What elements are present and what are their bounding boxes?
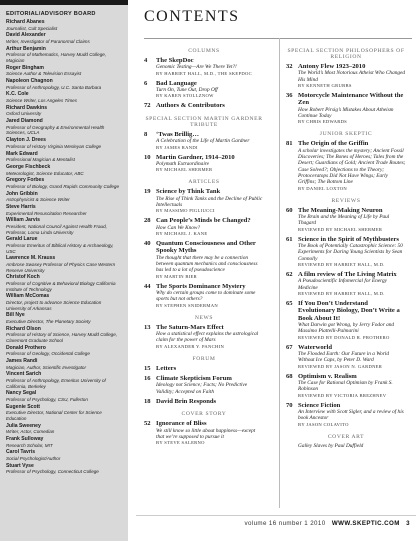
page-number: 19: [144, 188, 151, 196]
board-member: [6, 119, 122, 136]
page-number: 81: [286, 140, 293, 148]
member-name: K.C. Cole: [6, 91, 29, 98]
toc-entry[interactable]: [144, 154, 264, 174]
entry-description: The Case for Rational Optimism by Frank S. Robinson: [298, 380, 393, 393]
page-number: 40: [144, 239, 151, 247]
entry-author: REVIEWED BY HARRIET HALL, M.D.: [298, 290, 385, 296]
board-member: [6, 313, 122, 324]
section-label: SPECIAL SECTION MARTIN GARDNER TRIBUTE: [145, 115, 263, 128]
entry-author: BY STEVE SALERNO: [156, 440, 205, 446]
entry-author: REVIEWED BY JASON N. GARDNER: [298, 363, 383, 369]
entry-author: BY MARTIN BIER: [156, 273, 198, 279]
toc-entry[interactable]: [286, 207, 406, 233]
board-member: [6, 275, 122, 292]
entry-description: An Interview with Scott Sigler, and a review of his book Ancestor: [298, 409, 404, 422]
entry-author: BY MICHAEL J. KANE: [156, 230, 208, 236]
contents-heading: CONTENTS: [144, 8, 240, 25]
board-title: EDITORIAL/ADVISORY BOARD: [6, 11, 96, 17]
board-member: [6, 327, 122, 344]
board-member: [6, 79, 122, 90]
entry-description: Genomic Testing—Are We There Yet?!: [156, 64, 237, 71]
member-name: William McComas: [6, 293, 50, 300]
board-member: [6, 464, 122, 475]
entry-author: BY JASON COLAVITO: [298, 421, 349, 427]
toc-entry[interactable]: [144, 217, 264, 237]
member-role: Research Scholar, MIT: [6, 442, 53, 448]
toc-entry[interactable]: [144, 398, 264, 405]
page-number: 6: [144, 79, 148, 87]
board-top-bar: [0, 0, 128, 5]
folio: [244, 520, 410, 527]
editorial-board-sidebar: [0, 0, 128, 541]
member-role: Professor Emeritus of Biblical History & Archaeology, USC: [6, 243, 114, 254]
member-role: Experimental Resuscitation Researcher: [6, 210, 87, 216]
entry-description: How Can We Know?: [156, 224, 201, 231]
member-role: Science Author & Television Essayist: [6, 71, 82, 77]
entry-title: Martin Gardner, 1914–2010: [156, 153, 235, 161]
board-member: [6, 424, 122, 435]
entry-title: Can People’s Minds be Changed?: [156, 217, 251, 225]
page-number: 10: [144, 153, 151, 161]
page-number: 68: [286, 372, 293, 380]
member-name: Bill Nye: [6, 312, 25, 319]
member-name: Jared Diamond: [6, 118, 43, 125]
board-member: [6, 391, 122, 402]
entry-title: A film review of The Living Matrix: [298, 270, 397, 278]
site-url[interactable]: WWW.SKEPTIC.COM: [331, 520, 400, 527]
entry-title: Antony Flew 1923–2010: [298, 63, 366, 70]
toc-entry[interactable]: [286, 63, 406, 89]
column-divider: [279, 38, 280, 508]
entry-description: The Rise of Think Tanks and the Decline of Public Intellectuals: [156, 195, 263, 208]
section-label: SPECIAL SECTION PHILOSOPHERS OF RELIGION: [287, 48, 405, 60]
toc-entry[interactable]: [144, 324, 264, 350]
page-number: 16: [144, 375, 151, 383]
member-role: Professor of Cognitive & Behavioral Biology California Institute of Technology: [6, 280, 116, 292]
member-role: Ambrose Swasey Professor of Physics Case Western Reserve University: [6, 261, 116, 273]
toc-entry[interactable]: [144, 102, 264, 109]
page-number: 52: [144, 420, 151, 428]
section-label: COVER STORY: [181, 411, 227, 418]
section-label: COVER ART: [327, 433, 365, 440]
member-name: Lawrence M. Krauss: [6, 255, 56, 262]
member-name: David Alexander: [6, 32, 46, 39]
toc-entry[interactable]: [144, 375, 264, 395]
entry-title: If You Don’t Understand Evolutionary Biology, Don’t Write a Book About It!: [298, 299, 400, 322]
board-member: [6, 237, 122, 254]
contents-page: [136, 0, 412, 541]
board-member: [6, 20, 122, 31]
member-name: Steve Harris: [6, 204, 36, 211]
member-name: Stuart Vyse: [6, 462, 34, 469]
entry-title: Authors & Contributors: [156, 102, 225, 110]
toc-entry[interactable]: [144, 283, 264, 309]
entry-description: A Pseudoscientific Infomercial for Energy Medicine: [298, 278, 387, 291]
board-member: [6, 47, 122, 64]
entry-title: Climate Skepticism Forum: [156, 375, 232, 383]
member-name: John Gribbin: [6, 190, 38, 197]
entry-description: What Darwin got Wrong, by Jerry Fodor and Massimo Piattelli-Palmarini: [298, 322, 395, 335]
member-name: Nancy Segal: [6, 390, 37, 397]
member-role: Science Writer, Los Angeles Times: [6, 98, 78, 104]
member-role: Professor of Geology, Occidental College: [6, 351, 90, 357]
entry-title: Science in the Spirit of Mythbusters: [298, 235, 399, 243]
member-role: Professor of History Virginia Wesleyan College: [6, 143, 102, 149]
board-member: [6, 256, 122, 273]
board-member: [6, 372, 122, 389]
page-number: 32: [286, 63, 293, 70]
entry-author: BY DANIEL LOXTON: [298, 185, 348, 191]
page-number: 3: [406, 520, 410, 527]
board-member: [6, 165, 122, 176]
entry-description: We still know so little about happiness—except that we’re supposed to pursue it: [156, 427, 256, 441]
member-role: Professor of Anthropology, U.C. Santa Barbara: [6, 84, 102, 90]
entry-author: BY CHRIS EDWARDS: [298, 119, 348, 125]
member-role: Executive Director, The Planetary Society: [6, 318, 91, 324]
toc-entry[interactable]: [286, 236, 406, 268]
page-number: 28: [144, 217, 151, 225]
section-label: NEWS: [194, 314, 214, 321]
member-role: Oxford University: [6, 111, 42, 117]
entry-title: David Brin Responds: [156, 398, 217, 406]
board-member: [6, 106, 122, 117]
entry-title: Bad Language: [156, 79, 197, 87]
page-number: 15: [144, 364, 151, 372]
entry-description: A Celebration of the Life of Martin Gardner: [156, 138, 250, 145]
member-role: Professor of Biology, Grand Rapids Community College: [6, 183, 120, 189]
entry-description: Turn On, Tune Out, Drop Off: [156, 87, 218, 94]
page-number: 62: [286, 270, 293, 278]
entry-title: Motorcycle Maintenance Without the Zen: [298, 92, 404, 107]
member-name: Donald Prothero: [6, 344, 46, 351]
member-name: Carol Tavris: [6, 449, 36, 456]
entry-title: Ignorance of Bliss: [156, 420, 207, 428]
member-role: Professor of Psychology, Connecticut College: [6, 469, 99, 475]
page-number: 4: [144, 57, 148, 64]
section-label: FORUM: [192, 355, 216, 362]
page-footer: [136, 515, 416, 534]
member-role: Director, project to advance Science Education University of Arkansas: [6, 299, 102, 311]
volume-info: volume 16 number 1 2010: [244, 520, 326, 527]
entry-author: BY MASSIMO PIGLIUCCI: [156, 208, 215, 214]
member-role: Social Psychologist/Author: [6, 456, 61, 462]
board-member-list: [0, 20, 128, 475]
board-member: [6, 346, 122, 357]
entry-description: Galley Slaves by Paul Duffield: [298, 442, 364, 449]
member-name: Richard Abanes: [6, 19, 45, 25]
page-number: 13: [144, 323, 151, 331]
member-role: Journalist, Cult Specialist: [6, 25, 58, 31]
member-name: Christof Koch: [6, 274, 40, 281]
member-role: Meteorologist, Science Educator, ABC: [6, 170, 84, 176]
entry-title: Letters: [156, 364, 177, 372]
entry-description: Ideology not Science; Facts; No Predictive Validity; Accepted on Faith: [156, 382, 248, 395]
board-member: [6, 294, 122, 311]
page-number: 44: [144, 282, 151, 290]
member-name: James Randi: [6, 358, 38, 364]
member-role: Magician, Author, Scientific Investigator: [6, 364, 87, 370]
entry-title: Science Fiction: [298, 401, 341, 409]
section-label: ARTICLES: [188, 179, 220, 186]
toc-entry[interactable]: [286, 402, 406, 428]
board-member: [6, 437, 122, 448]
member-role: Professor of Geography & Environmental Health Sciences, UCLA: [6, 124, 105, 136]
member-name: Frank Sulloway: [6, 436, 44, 443]
toc-entry[interactable]: [286, 300, 406, 341]
section-label: REVIEWS: [331, 197, 361, 204]
entry-author: BY ALEXANDER Y. PANCHIN: [156, 343, 225, 349]
entry-author: REVIEWED BY HARRIET HALL, M.D.: [298, 261, 385, 267]
section-label: COLUMNS: [188, 48, 220, 54]
toc-entry[interactable]: [286, 140, 406, 191]
toc-entry[interactable]: [144, 240, 264, 280]
entry-description: The World’s Most Notorious Atheist Who Changed His Mind: [298, 70, 406, 83]
member-name: Arthur Benjamin: [6, 45, 46, 52]
member-name: Vincent Sarich: [6, 371, 42, 378]
toc-entry[interactable]: [144, 188, 264, 214]
toc-entry[interactable]: [144, 365, 264, 372]
member-role: Astrophysicist & Science Writer: [6, 197, 70, 203]
contents-right-column: [286, 48, 406, 452]
entry-author: BY HARRIET HALL, M.D., THE SKEPDOC: [156, 70, 252, 76]
board-member: [6, 138, 122, 149]
entry-description: How Robert Pirsig’s Mistakes About Atheism Continue Today: [298, 106, 394, 120]
member-name: Clayton J. Drees: [6, 137, 46, 144]
entry-description: Why do certain groups come to dominate some sports but not others?: [156, 290, 256, 303]
entry-title: The Meaning-Making Neuron: [298, 206, 383, 214]
board-member: [6, 152, 122, 163]
page-number: 18: [144, 398, 151, 406]
member-name: Julia Sweeney: [6, 422, 41, 429]
toc-entry[interactable]: [144, 57, 264, 77]
section-label: JUNIOR SKEPTIC: [319, 131, 373, 138]
toc-entry[interactable]: [144, 420, 264, 446]
entry-author: REVIEWED BY VICTORIA BREZHNEV: [298, 392, 387, 398]
board-member: [6, 178, 122, 189]
entry-author: REVIEWED BY MICHAEL SHERMER: [298, 226, 383, 232]
page-number: 8: [144, 130, 148, 138]
member-name: George Fischbeck: [6, 163, 51, 170]
board-member: [6, 205, 122, 216]
toc-entry[interactable]: [286, 344, 406, 370]
entry-author: BY KAREN STOLLZNOW: [156, 93, 214, 99]
board-member: [6, 92, 122, 103]
entry-description: The Book of Potentially Catastrophic Science: 50 Experiments for Daring Young Scientists by Sean Connolly: [298, 243, 403, 262]
member-role: Professional Magician & Mentalist: [6, 157, 75, 163]
entry-author: BY MICHAEL SHERMER: [156, 167, 213, 173]
member-name: William Jarvis: [6, 217, 40, 224]
member-name: Mark Edward: [6, 150, 38, 157]
entry-author: BY JAMES RANDI: [156, 144, 198, 150]
entry-author: REVIEWED BY DONALD R. PROTHERO: [298, 334, 390, 340]
entry-title: ‘Twas Brillig…: [156, 130, 199, 138]
member-role: Professor of Mathematics, Harvey Mudd College, Magician: [6, 52, 107, 63]
board-member: [6, 218, 122, 235]
entry-title: The Saturn-Mars Effect: [156, 323, 224, 331]
toc-entry[interactable]: [286, 92, 406, 125]
member-role: President, National Council Against Health Fraud, Professor, Loma Linda University: [6, 224, 107, 235]
entry-description: Polymath Extraordinaire: [156, 160, 210, 167]
member-name: Richard Dawkins: [6, 104, 48, 111]
entry-description: How a statistical effect explains the astrological claim for the power of Mars: [156, 331, 259, 344]
entry-title: The SkepDoc: [156, 57, 194, 64]
toc-entry[interactable]: [144, 131, 264, 151]
member-name: Gerald Larue: [6, 236, 38, 243]
board-member: [6, 405, 122, 422]
member-name: Roger Bingham: [6, 64, 44, 71]
board-member: [6, 359, 122, 370]
heading-rule: [144, 38, 412, 39]
contents-left-column: [144, 48, 264, 449]
member-role: Professor of Psychology, CSU, Fullerton: [6, 396, 88, 402]
member-role: Writer, Investigator of Paranormal Claims: [6, 38, 90, 44]
member-name: Napoleon Chagnon: [6, 78, 53, 85]
page-number: 61: [286, 235, 293, 243]
page-number: 60: [286, 206, 293, 214]
member-role: Executive Director, National Center for Science Education: [6, 410, 102, 421]
board-member: [6, 192, 122, 203]
toc-entry[interactable]: [286, 373, 406, 399]
entry-title: Quantum Consciousness and Other Spooky Myths: [156, 239, 256, 255]
toc-entry[interactable]: [286, 271, 406, 297]
board-member: [6, 33, 122, 44]
member-role: Professor of Anthropology, Emeritus University of California, Berkeley: [6, 377, 106, 389]
member-name: Eugenie Scott: [6, 403, 40, 410]
toc-entry[interactable]: [286, 443, 406, 449]
entry-author: BY STEPHEN SNIDERMAN: [156, 302, 218, 308]
entry-description: A scholar investigates the mystery; Ancient Fossil Discoveries; The Bones of Heroes; Tales from the Desert; Guardians of Gold; Ancient Trade Routes; Case Solved?; Objections to the Theory; Protoceratops Did Not Have Wings; Early Griffins; The Bottom Line: [298, 147, 406, 186]
member-name: Gregory Forbes: [6, 177, 45, 184]
toc-entry[interactable]: [144, 80, 264, 100]
page-number: 65: [286, 299, 293, 307]
entry-title: Optimism v. Realism: [298, 372, 357, 380]
page-number: 72: [144, 102, 151, 110]
entry-title: Waterworld: [298, 343, 333, 351]
member-role: Professor of History of Science, Harvey Mudd College, Claremont Graduate School: [6, 332, 118, 343]
entry-description: The thought that there may be a connection between quantum mechanics and consciousness has led to a lot of pseudoscience: [156, 254, 258, 274]
entry-author: BY KENNETH GRUBBS: [298, 83, 352, 88]
member-role: Writer, Actor, Comedian: [6, 429, 55, 435]
page-number: 36: [286, 92, 293, 99]
entry-description: The Brain and the Meaning of Life by Paul Thagard: [298, 214, 390, 227]
entry-title: The Sports Dominance Mystery: [156, 282, 246, 290]
entry-title: Science by Think Tank: [156, 188, 221, 196]
page-number: 67: [286, 343, 293, 351]
board-member: [6, 450, 122, 461]
page-number: 70: [286, 401, 293, 409]
member-name: Richard Olson: [6, 325, 41, 332]
entry-description: The Flooded Earth: Our Future in a World Without Ice Caps, by Peter D. Ward: [298, 351, 389, 364]
entry-title: The Origin of the Griffin: [298, 140, 369, 148]
board-member: [6, 66, 122, 77]
